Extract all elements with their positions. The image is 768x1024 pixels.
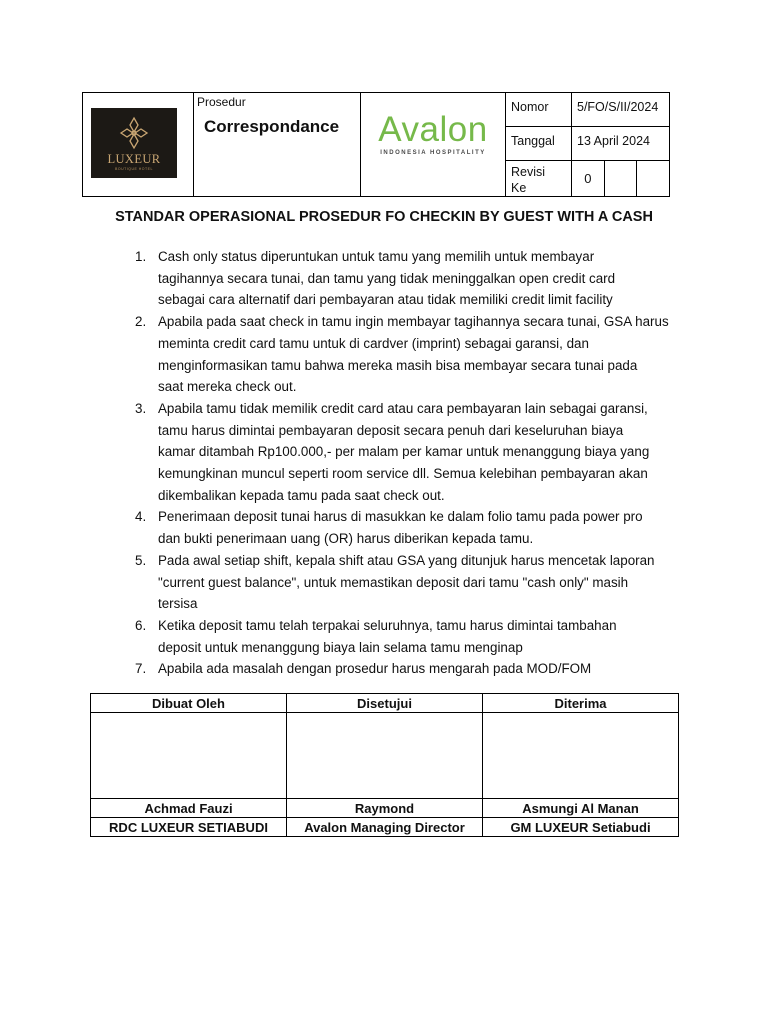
name-receiver: Asmungi Al Manan bbox=[483, 799, 679, 818]
prosedur-cell bbox=[194, 93, 361, 197]
step-text-line: "current guest balance", untuk memastikan deposit dari tamu "cash only" masih bbox=[158, 574, 629, 590]
header-dibuat-oleh: Dibuat Oleh bbox=[91, 694, 287, 713]
revisi-blank-box bbox=[604, 161, 637, 197]
step-number: 1. bbox=[135, 249, 147, 264]
step-number: 4. bbox=[135, 509, 147, 525]
document-title: STANDAR OPERASIONAL PROSEDUR FO CHECKIN BY GUEST WITH A CASH bbox=[115, 209, 653, 225]
step-text-line: tersisa bbox=[158, 596, 198, 612]
step-text-line: deposit untuk menanggung biaya lain selama tamu menginap bbox=[158, 639, 523, 655]
luxeur-logo bbox=[91, 108, 177, 178]
step-number: 3. bbox=[135, 400, 147, 416]
revisi-blank-box bbox=[637, 161, 670, 197]
step-text-line: Apabila pada saat check in tamu ingin membayar tagihannya secara tunai, GSA harus bbox=[158, 314, 669, 330]
avalon-logo bbox=[361, 110, 505, 156]
header-diterima: Diterima bbox=[483, 694, 679, 713]
luxeur-logo-subtitle: BOUTIQUE HOTEL bbox=[115, 166, 153, 171]
signature-space-receiver bbox=[483, 713, 679, 799]
prosedur-title: Correspondance bbox=[204, 117, 340, 136]
document-header-table bbox=[82, 92, 670, 197]
procedure-step bbox=[135, 311, 683, 398]
step-text-line: Penerimaan deposit tunai harus di masukkan ke dalam folio tamu pada power pro bbox=[158, 509, 643, 525]
luxeur-ornament-icon bbox=[119, 116, 149, 150]
name-approver: Raymond bbox=[287, 799, 483, 818]
signature-space-approver bbox=[287, 713, 483, 799]
step-text-line: kamar ditambah Rp100.000,- per malam per kamar untuk menanggung biaya yang bbox=[158, 444, 650, 460]
procedure-step bbox=[135, 550, 683, 615]
procedure-step bbox=[135, 506, 683, 549]
step-text-line: tamu harus dimintai pembayaran deposit secara penuh dari keseluruhan biaya bbox=[158, 422, 624, 438]
luxeur-logo-word: LUXEUR bbox=[107, 151, 161, 166]
prosedur-label: Prosedur bbox=[197, 95, 246, 109]
step-text-line: dan bukti penerimaan uang (OR) harus diberikan kepada tamu. bbox=[158, 531, 534, 547]
step-text-line: Apabila tamu tidak memilik credit card atau cara pembayaran lain sebagai garansi, bbox=[158, 400, 648, 416]
revisi-label bbox=[506, 161, 572, 197]
step-text-line: Cash only status diperuntukan untuk tamu yang memilih untuk membayar bbox=[158, 249, 595, 264]
avalon-logo-subtitle: INDONESIA HOSPITALITY bbox=[380, 150, 486, 156]
step-text-line: kemungkinan muncul seperti room service dll. Semua kelebihan pembayaran akan bbox=[158, 466, 648, 482]
revisi-value: 0 bbox=[572, 161, 605, 197]
procedure-step bbox=[135, 658, 683, 680]
nomor-label: Nomor bbox=[506, 93, 572, 127]
step-text-line: menginformasikan tamu bahwa mereka masih bisa membayar secara tunai pada bbox=[158, 357, 638, 373]
tanggal-value: 13 April 2024 bbox=[572, 127, 670, 161]
step-number: 7. bbox=[135, 661, 147, 677]
luxeur-logo-cell bbox=[83, 93, 194, 197]
signature-table bbox=[90, 693, 679, 837]
avalon-logo-cell bbox=[361, 93, 506, 197]
step-text-line: sebagai cara alternatif dari pembayaran atau tidak memiliki credit limit facility bbox=[158, 292, 613, 308]
tanggal-label: Tanggal bbox=[506, 127, 572, 161]
position-receiver: GM LUXEUR Setiabudi bbox=[483, 818, 679, 837]
position-creator: RDC LUXEUR SETIABUDI bbox=[91, 818, 287, 837]
step-text-line: Pada awal setiap shift, kepala shift atau GSA yang ditunjuk harus mencetak laporan bbox=[158, 552, 655, 568]
procedure-steps bbox=[135, 246, 683, 680]
revisi-label-line-1: Revisi bbox=[511, 165, 546, 179]
avalon-logo-word: Avalon bbox=[378, 110, 488, 149]
procedure-step bbox=[135, 398, 683, 507]
step-text-line: meminta credit card tamu untuk di cardver (imprint) sebagai garansi, dan bbox=[158, 335, 589, 351]
header-disetujui: Disetujui bbox=[287, 694, 483, 713]
signature-space-creator bbox=[91, 713, 287, 799]
revisi-label-line-2: Ke bbox=[511, 181, 527, 195]
name-creator: Achmad Fauzi bbox=[91, 799, 287, 818]
step-text-line: tagihannya secara tunai, dan tamu yang tidak meninggalkan open credit card bbox=[158, 270, 616, 286]
procedure-step bbox=[135, 615, 683, 658]
step-text-line: Ketika deposit tamu telah terpakai seluruhnya, tamu harus dimintai tambahan bbox=[158, 617, 617, 633]
step-text-line: dikembalikan kepada tamu pada saat check out. bbox=[158, 487, 445, 503]
step-number: 6. bbox=[135, 617, 147, 633]
step-number: 2. bbox=[135, 314, 147, 330]
position-approver: Avalon Managing Director bbox=[287, 818, 483, 837]
nomor-value: 5/FO/S/II/2024 bbox=[572, 93, 670, 127]
step-text-line: saat mereka check out. bbox=[158, 379, 297, 395]
procedure-step bbox=[135, 246, 683, 311]
step-text-line: Apabila ada masalah dengan prosedur harus mengarah pada MOD/FOM bbox=[158, 661, 592, 677]
step-number: 5. bbox=[135, 552, 147, 568]
